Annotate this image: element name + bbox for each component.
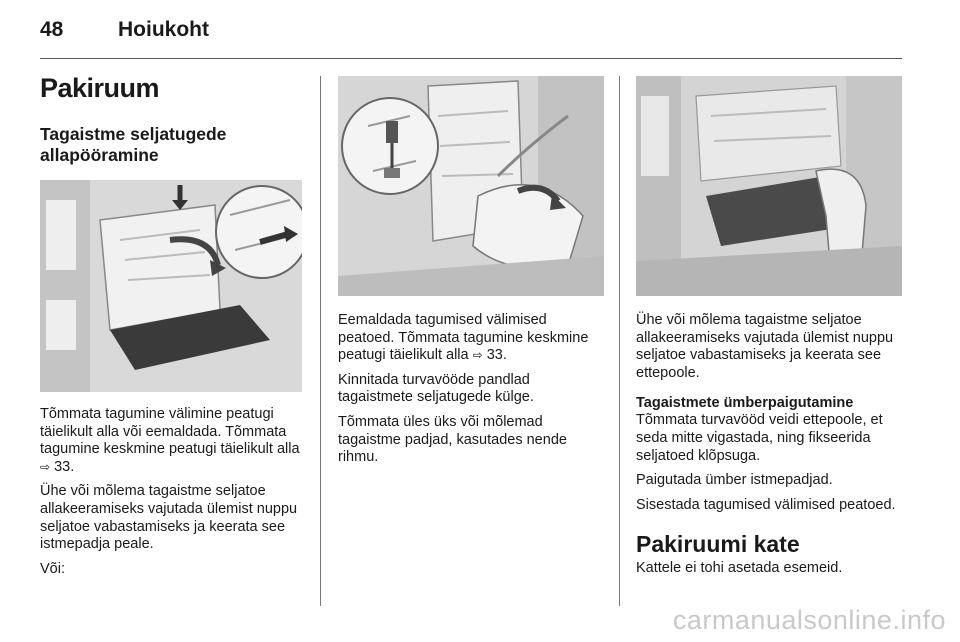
page-header [40, 18, 920, 48]
paragraph-2: Kinnitada turvavööde pandlad tagaistmete seljatugede külge. [338, 371, 534, 406]
paragraph-1 [40, 406, 302, 476]
column-divider-2 [619, 76, 620, 606]
section-heading: Pakiruumi kate [636, 531, 800, 558]
page-reference-number: 33. [54, 458, 75, 475]
figure-seat-cushion-lift [338, 76, 604, 296]
page-number: 48 [40, 18, 64, 41]
figure-seatback-folded [636, 76, 902, 296]
column-divider-1 [320, 76, 321, 606]
column-middle [338, 68, 604, 467]
section-title: Hoiukoht [118, 18, 209, 41]
page-reference-number: 33. [486, 347, 507, 364]
watermark: carmanualsonline.info [672, 605, 946, 635]
header-divider [40, 58, 902, 59]
page-reference-arrow-icon: ⇨ [40, 459, 51, 474]
paragraph-1-text: Eemaldada tagumised välimised peatoed. Tõmmata tagumine keskmine peatugi täielikult alla [338, 312, 589, 364]
paragraph-1-text: Tõmmata tagumine välimine peatugi täielikult alla või eemaldada. Tõmmata tagumine keskmine peatugi täielikult alla [40, 406, 300, 458]
paragraph-3: Paigutada ümber istmepadjad. [636, 472, 833, 489]
column-left [40, 68, 302, 578]
paragraph-4: Sisestada tagumised välimised peatoed. [636, 496, 896, 513]
paragraph-3: Või: [40, 560, 65, 577]
paragraph-2: Ühe või mõlema tagaistme seljatoe allakeeramiseks vajutada ülemist nuppu seljatoe vabastamiseks ja keerata see istmepadja peale. [40, 483, 298, 553]
subsection-heading: Tagaistmete ümberpaigutamine [636, 395, 854, 412]
paragraph-1: Ühe või mõlema tagaistme seljatoe allakeeramiseks vajutada ülemist nuppu seljatoe vabastamiseks ja keerata see ettepoole. [636, 312, 894, 381]
paragraph-3: Tõmmata üles üks või mõlemad tagaistme padjad, kasutades nende rihmu. [338, 413, 567, 466]
figure-seat-fold-headrest [40, 180, 302, 392]
column-right [636, 68, 902, 578]
subsection-heading: Tagaistme seljatugede allapööramine [40, 124, 227, 165]
page-heading: Pakiruum [40, 73, 160, 103]
page-reference-arrow-icon: ⇨ [472, 348, 483, 363]
paragraph-5: Kattele ei tohi asetada esemeid. [636, 560, 843, 577]
paragraph-2: Tõmmata turvavööd veidi ettepoole, et seda mitte vigastada, ning fikseerida seljatoed klõpsuga. [636, 412, 883, 464]
paragraph-1 [338, 312, 604, 365]
